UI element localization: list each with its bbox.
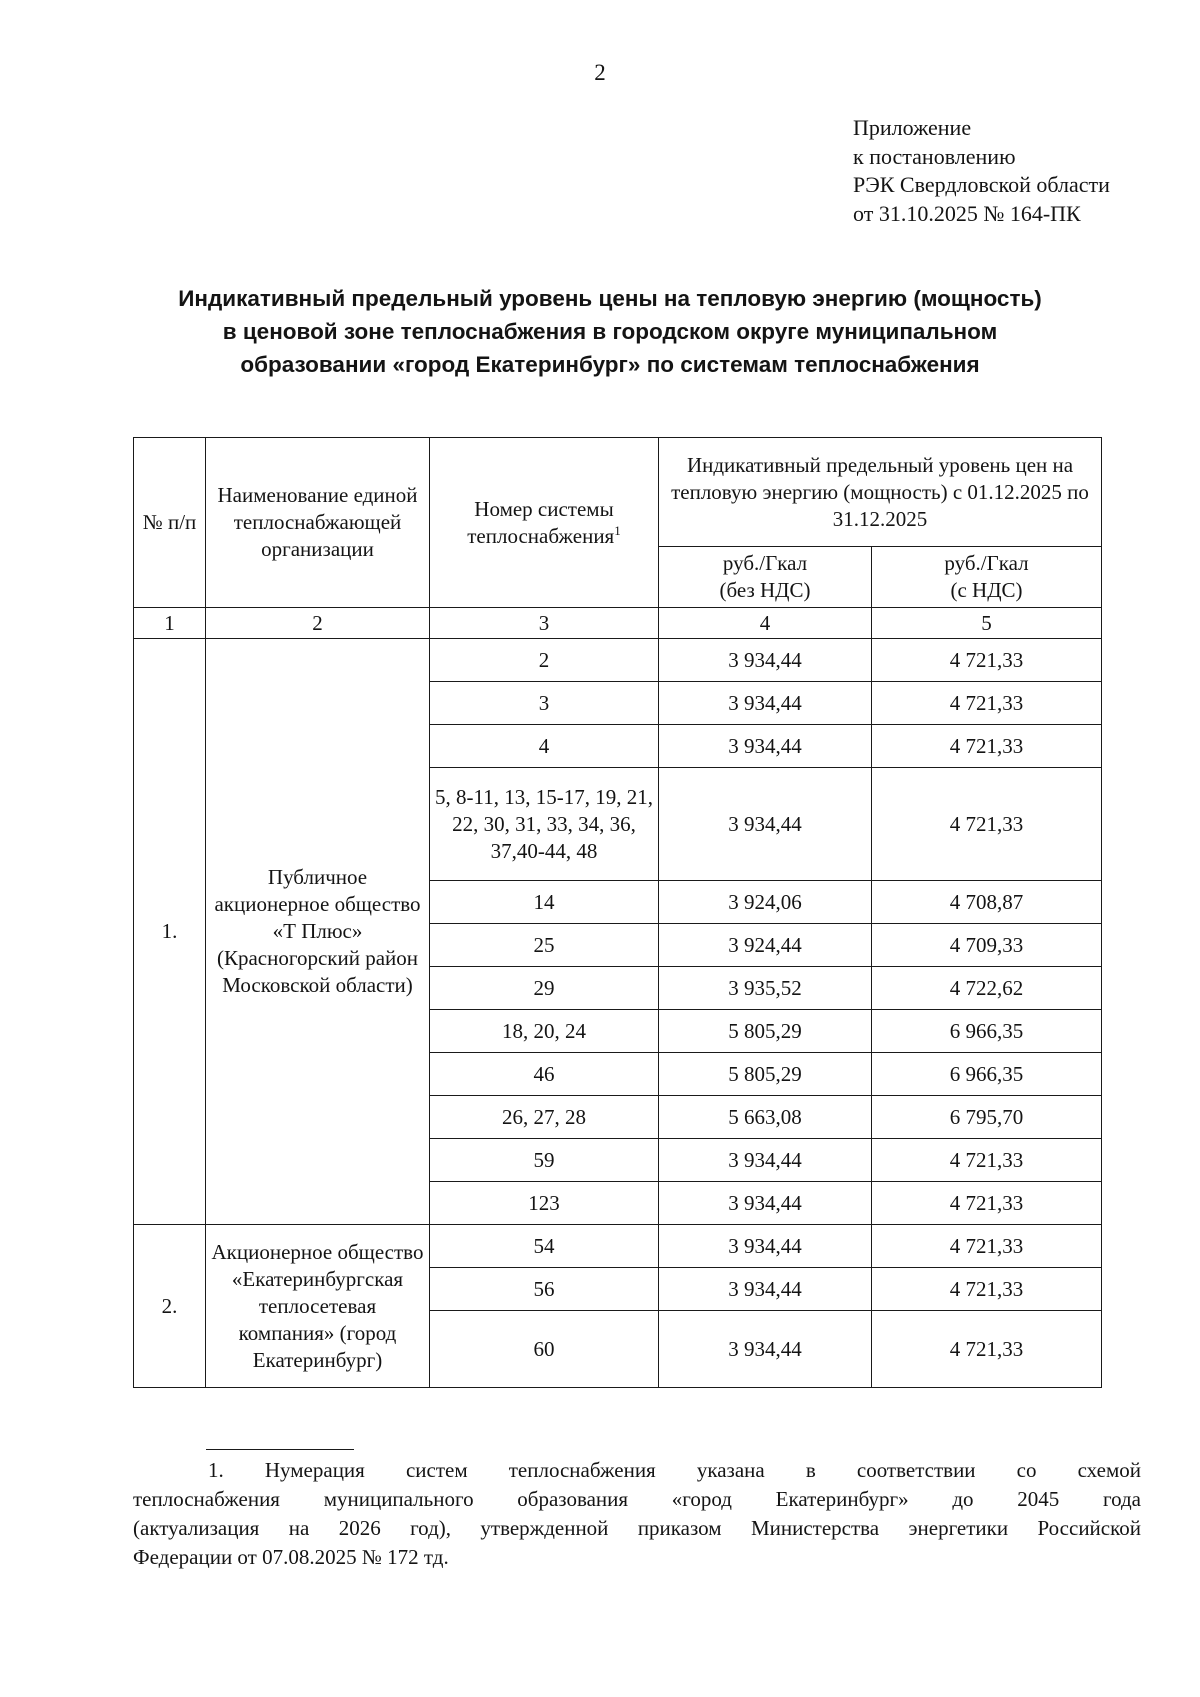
header-price-no-vat (659, 547, 872, 608)
title-line: Индикативный предельный уровень цены на тепловую энергию (мощность) (178, 286, 1042, 311)
header-price-group: Индикативный предельный уровень цен на тепловую энергию (мощность) с 01.12.2025 по 31.12.2025 (659, 438, 1102, 547)
title-line: образовании «город Екатеринбург» по системам теплоснабжения (240, 352, 980, 377)
system-number: 18, 20, 24 (430, 1010, 659, 1053)
appendix-line: РЭК Свердловской области (853, 172, 1110, 197)
system-number: 123 (430, 1182, 659, 1225)
group-num: 1. (134, 639, 206, 1225)
price-vat: 6 795,70 (872, 1096, 1102, 1139)
tariff-table (133, 437, 1102, 1388)
price-vat: 4 721,33 (872, 1268, 1102, 1311)
price-vat: 4 721,33 (872, 639, 1102, 682)
header-vat-note: (с НДС) (950, 578, 1023, 602)
price-no-vat: 3 934,44 (659, 639, 872, 682)
footnote-line: 1. Нумерация систем теплоснабжения указана в соответствии со схемой (208, 1458, 1141, 1482)
system-number: 26, 27, 28 (430, 1096, 659, 1139)
header-system (430, 438, 659, 608)
title-line: в ценовой зоне теплоснабжения в городском округе муниципальном (222, 319, 998, 344)
column-number-row (134, 608, 1102, 639)
price-no-vat: 5 805,29 (659, 1010, 872, 1053)
price-no-vat: 5 805,29 (659, 1053, 872, 1096)
price-no-vat: 3 934,44 (659, 725, 872, 768)
header-price-vat (872, 547, 1102, 608)
footnote (133, 1456, 1141, 1572)
organization-name: Публичное акционерное общество «Т Плюс» (Красногорский район Московской области) (206, 639, 430, 1225)
footnote-divider (206, 1449, 354, 1450)
document-title (130, 282, 1090, 381)
system-number: 29 (430, 967, 659, 1010)
system-number: 14 (430, 881, 659, 924)
column-number: 4 (659, 608, 872, 639)
column-number: 1 (134, 608, 206, 639)
table-row (134, 639, 1102, 682)
price-vat: 4 721,33 (872, 1139, 1102, 1182)
price-no-vat: 3 934,44 (659, 682, 872, 725)
header-system-label: Номер системы теплоснабжения (467, 496, 615, 548)
system-number: 5, 8-11, 13, 15-17, 19, 21, 22, 30, 31, 33, 34, 36, 37,40-44, 48 (430, 768, 659, 881)
header-row (134, 438, 1102, 547)
price-vat: 6 966,35 (872, 1053, 1102, 1096)
price-no-vat: 3 935,52 (659, 967, 872, 1010)
price-vat: 4 721,33 (872, 725, 1102, 768)
system-number: 56 (430, 1268, 659, 1311)
price-vat: 4 722,62 (872, 967, 1102, 1010)
price-no-vat: 5 663,08 (659, 1096, 872, 1139)
header-vat-note: (без НДС) (719, 578, 811, 602)
price-vat: 6 966,35 (872, 1010, 1102, 1053)
system-number: 54 (430, 1225, 659, 1268)
column-number: 2 (206, 608, 430, 639)
system-number: 59 (430, 1139, 659, 1182)
price-no-vat: 3 934,44 (659, 1268, 872, 1311)
system-number: 46 (430, 1053, 659, 1096)
group-num: 2. (134, 1225, 206, 1388)
price-no-vat: 3 934,44 (659, 1311, 872, 1388)
price-vat: 4 721,33 (872, 682, 1102, 725)
header-num: № п/п (134, 438, 206, 608)
price-vat: 4 721,33 (872, 1225, 1102, 1268)
organization-name: Акционерное общество «Екатеринбургская теплосетевая компания» (город Екатеринбург) (206, 1225, 430, 1388)
page-number: 2 (594, 60, 606, 85)
system-number: 25 (430, 924, 659, 967)
appendix-line: к постановлению (853, 143, 1016, 169)
price-no-vat: 3 934,44 (659, 1139, 872, 1182)
system-number: 60 (430, 1311, 659, 1388)
price-no-vat: 3 934,44 (659, 768, 872, 881)
price-vat: 4 721,33 (872, 1182, 1102, 1225)
header-unit: руб./Гкал (944, 551, 1029, 575)
footnote-line: Федерации от 07.08.2025 № 172 тд. (133, 1545, 449, 1569)
footnote-line: (актуализация на 2026 год), утвержденной приказом Министерства энергетики Российской (133, 1516, 1141, 1540)
system-number: 4 (430, 725, 659, 768)
appendix-block (853, 114, 1110, 228)
price-no-vat: 3 924,06 (659, 881, 872, 924)
column-number: 3 (430, 608, 659, 639)
price-vat: 4 709,33 (872, 924, 1102, 967)
footnote-marker: 1 (614, 522, 621, 538)
appendix-line: от 31.10.2025 № 164-ПК (853, 200, 1081, 226)
price-vat: 4 708,87 (872, 881, 1102, 924)
price-no-vat: 3 934,44 (659, 1225, 872, 1268)
system-number: 3 (430, 682, 659, 725)
header-org: Наименование единой теплоснабжающей организации (206, 438, 430, 608)
price-no-vat: 3 924,44 (659, 924, 872, 967)
column-number: 5 (872, 608, 1102, 639)
header-unit: руб./Гкал (722, 551, 808, 575)
footnote-line: теплоснабжения муниципального образования «город Екатеринбург» до 2045 года (133, 1487, 1141, 1511)
table-row (134, 1225, 1102, 1268)
appendix-line: Приложение (853, 115, 972, 140)
price-vat: 4 721,33 (872, 768, 1102, 881)
price-vat: 4 721,33 (872, 1311, 1102, 1388)
system-number: 2 (430, 639, 659, 682)
price-no-vat: 3 934,44 (659, 1182, 872, 1225)
